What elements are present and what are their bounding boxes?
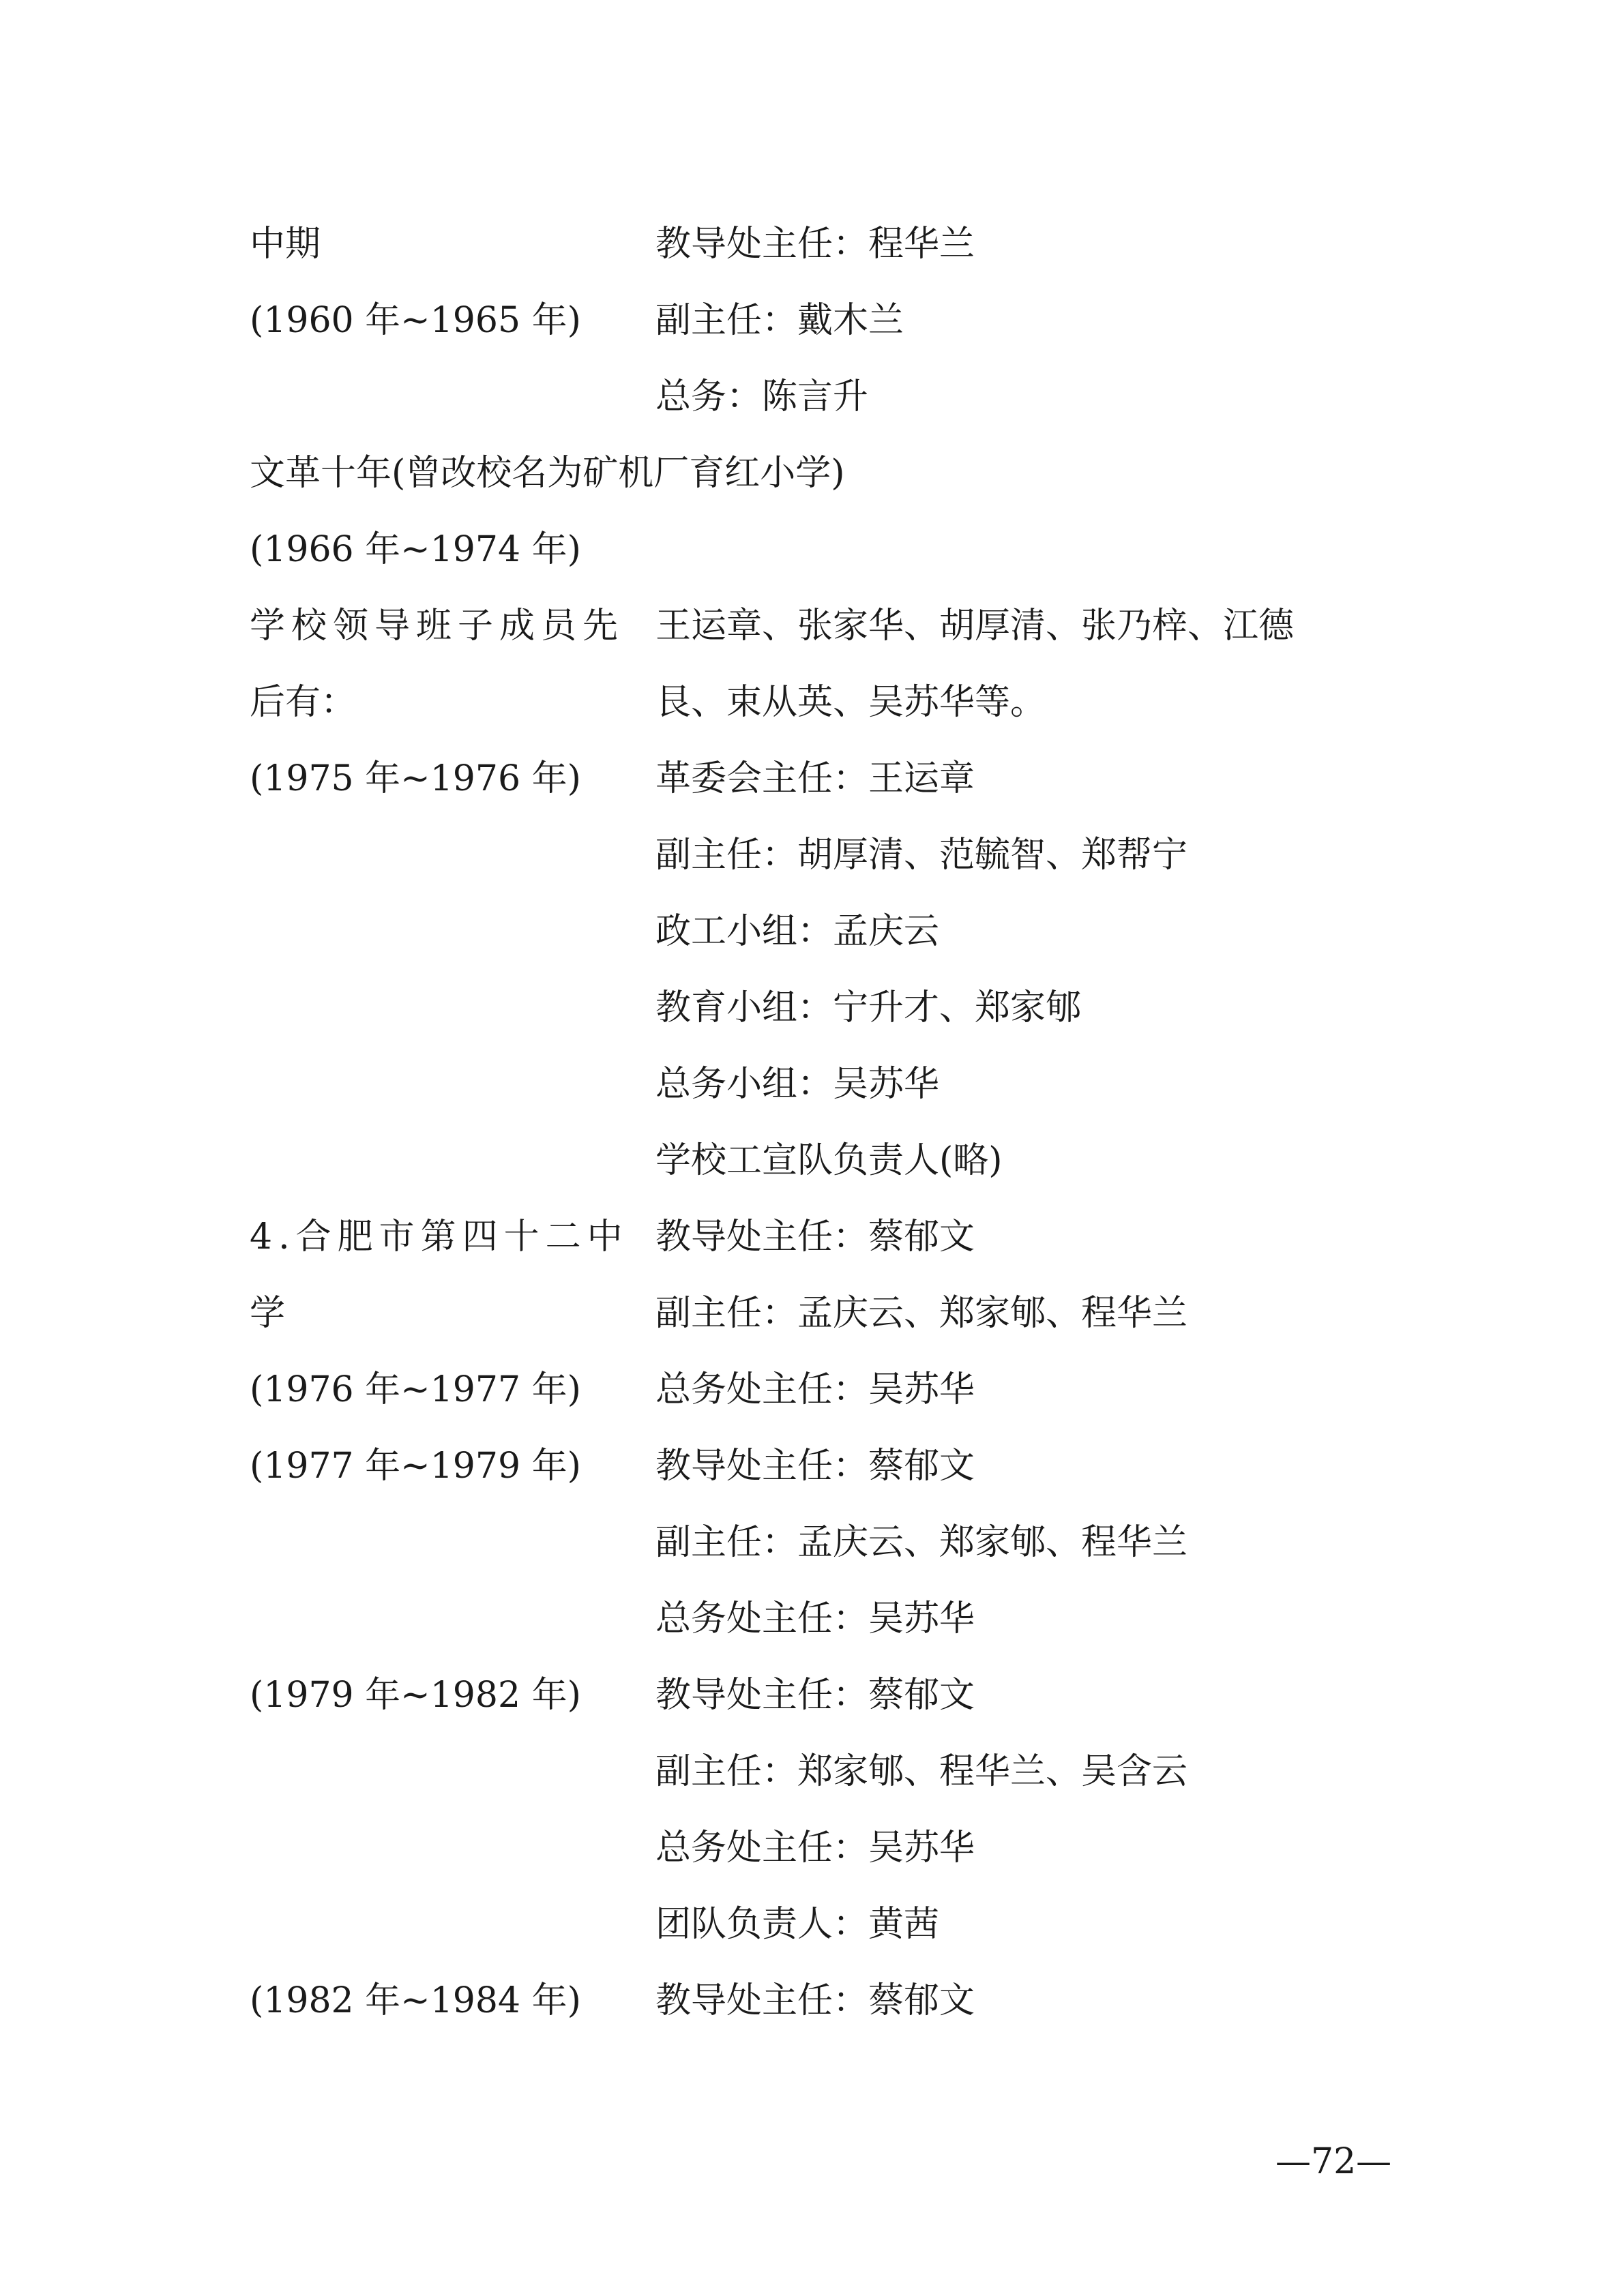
text-row: [250, 1122, 1396, 1199]
period-label: (1979 年~1982 年): [250, 1675, 581, 1716]
section-heading: 文革十年(曾改校名为矿机厂育红小学): [250, 453, 845, 494]
staff-entry: 王运章、张家华、胡厚清、张乃梓、江德: [655, 606, 1295, 646]
text-row: [250, 511, 1396, 588]
staff-entry: 副主任：胡厚清、范毓智、郑帮宁: [655, 835, 1188, 876]
text-row: [250, 1581, 1396, 1657]
staff-entry: 副主任：戴木兰: [655, 300, 904, 341]
text-row: [250, 588, 1396, 664]
staff-entry: 教导处主任：蔡郁文: [655, 1217, 975, 1257]
staff-entry: 总务处主任：吴苏华: [655, 1369, 975, 1410]
text-row: [250, 1886, 1396, 1963]
period-label: 中期: [250, 224, 321, 265]
staff-entry: 教育小组：宁升才、郑家郇: [655, 987, 1082, 1028]
text-row: [250, 893, 1396, 970]
text-row: [250, 206, 1396, 282]
staff-entry: 教导处主任：程华兰: [655, 224, 975, 265]
text-row: [250, 1428, 1396, 1504]
text-row: [250, 359, 1396, 435]
staff-entry: 副主任：孟庆云、郑家郇、程华兰: [655, 1522, 1188, 1563]
text-row: [250, 1504, 1396, 1581]
staff-entry: 教导处主任：蔡郁文: [655, 1980, 975, 2021]
text-row: [250, 435, 1396, 511]
staff-entry: 总务处主任：吴苏华: [655, 1598, 975, 1639]
text-row: [250, 1963, 1396, 2039]
period-label: 后有：: [250, 682, 357, 723]
page-number: —72—: [1275, 2141, 1392, 2182]
period-label: (1960 年~1965 年): [250, 300, 581, 341]
period-label: (1982 年~1984 年): [250, 1980, 581, 2021]
text-row: [250, 664, 1396, 741]
text-row: [250, 1199, 1396, 1275]
staff-entry: 总务处主任：吴苏华: [655, 1828, 975, 1868]
staff-entry: 教导处主任：蔡郁文: [655, 1675, 975, 1716]
period-label: 学校领导班子成员先: [250, 606, 625, 646]
staff-entry: 副主任：孟庆云、郑家郇、程华兰: [655, 1293, 1188, 1334]
period-label: (1977 年~1979 年): [250, 1446, 581, 1487]
text-row: [250, 1275, 1396, 1352]
text-row: [250, 1810, 1396, 1886]
staff-entry: 教导处主任：蔡郁文: [655, 1446, 975, 1487]
text-row: [250, 741, 1396, 817]
period-label: (1976 年~1977 年): [250, 1369, 581, 1410]
period-label: (1966 年~1974 年): [250, 529, 581, 570]
text-row: [250, 1352, 1396, 1428]
text-row: [250, 1046, 1396, 1122]
period-label: (1975 年~1976 年): [250, 758, 581, 799]
staff-entry: 政工小组：孟庆云: [655, 911, 940, 952]
school-name-label: 4.合肥市第四十二中: [250, 1217, 629, 1257]
staff-entry: 团队负责人：黄茜: [655, 1904, 940, 1945]
text-row: [250, 1733, 1396, 1810]
staff-entry: 学校工宣队负责人(略): [655, 1140, 1003, 1181]
staff-entry: 总务：陈言升: [655, 376, 869, 417]
text-row: [250, 1657, 1396, 1733]
text-row: [250, 817, 1396, 893]
staff-entry: 革委会主任：王运章: [655, 758, 975, 799]
school-name-label: 学: [250, 1293, 286, 1334]
text-row: [250, 970, 1396, 1046]
staff-entry: 总务小组：吴苏华: [655, 1064, 940, 1105]
text-row: [250, 282, 1396, 359]
staff-entry: 副主任：郑家郇、程华兰、吴含云: [655, 1751, 1188, 1792]
staff-entry: 艮、束从英、吴苏华等。: [655, 682, 1046, 723]
